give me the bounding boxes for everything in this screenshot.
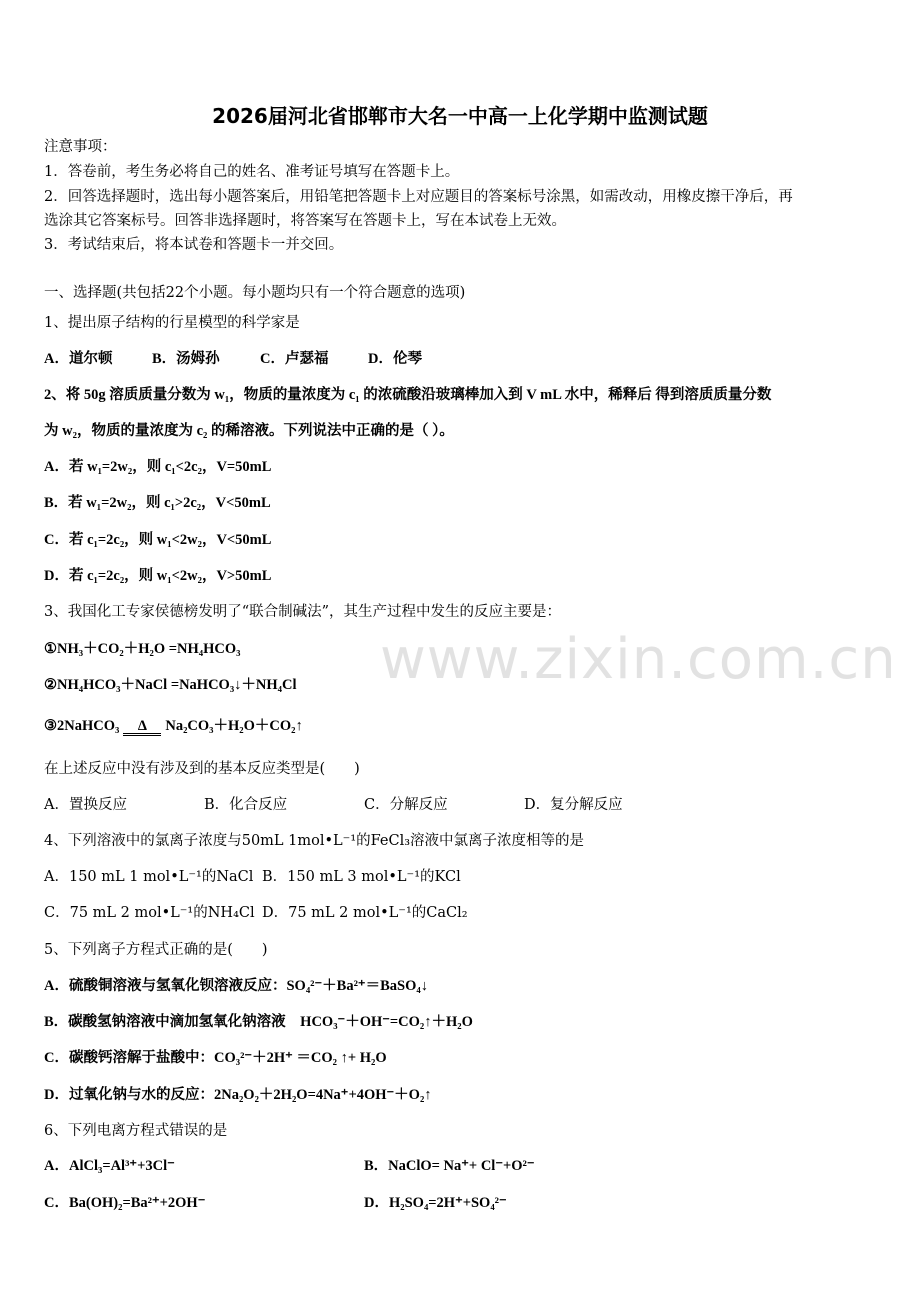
option: A．AlCl₃=Al³⁺+3Cl⁻ [44, 1158, 175, 1174]
option: B．若 w₁=2w₂，则 c₁>2c₂，V<50mL [44, 495, 271, 511]
option: A．150 mL 1 mol•L⁻¹的NaCl [44, 869, 254, 885]
option: D．H₂SO₄=2H⁺+SO₄²⁻ [364, 1195, 507, 1211]
q1-stem: 1、提出原子结构的行星模型的科学家是 [44, 315, 300, 331]
section-heading: 一、选择题(共包括22个小题。每小题均只有一个符合题意的选项) [44, 285, 466, 301]
option: C．若 c₁=2c₂，则 w₁<2w₂，V<50mL [44, 532, 272, 548]
option: C．分解反应 [364, 797, 448, 813]
option: C．Ba(OH)₂=Ba²⁺+2OH⁻ [44, 1195, 206, 1211]
option: A．硫酸铜溶液与氢氧化钡溶液反应：SO₄²⁻＋Ba²⁺＝BaSO₄↓ [44, 978, 428, 994]
q2-stem: 2、将 50g 溶质质量分数为 w₁，物质的量浓度为 c₁ 的浓硫酸沿玻璃棒加入到 V mL 水中，稀释后 得到溶质质量分数 [44, 387, 772, 403]
option: D．若 c₁=2c₂，则 w₁<2w₂，V>50mL [44, 568, 272, 584]
eq3-reactant: ③2NaHCO₃ [44, 718, 120, 734]
q6-options [44, 1193, 507, 1213]
option: B．碳酸氢钠溶液中滴加氢氧化钠溶液 HCO₃⁻＋OH⁻=CO₂↑＋H₂O [44, 1014, 473, 1030]
option: C．碳酸钙溶解于盐酸中：CO₃²⁻＋2H⁺ ＝CO₂ ↑+ H₂O [44, 1050, 387, 1066]
q4-options [44, 867, 461, 887]
page-title: 2026届河北省邯郸市大名一中高一上化学期中监测试题 [212, 104, 708, 128]
option: B．汤姆孙 [152, 351, 220, 367]
notice-heading: 注意事项： [44, 139, 117, 155]
notice-item: 选涂其它答案标号。回答非选择题时，将答案写在答题卡上，写在本试卷上无效。 [44, 213, 566, 229]
q3-options [44, 795, 623, 815]
notice-item: 1．答卷前，考生务必将自己的姓名、准考证号填写在答题卡上。 [44, 164, 460, 180]
q4-options [44, 903, 468, 923]
option: C．75 mL 2 mol•L⁻¹的NH₄Cl [44, 905, 255, 921]
option: D．过氧化钠与水的反应：2Na₂O₂＋2H₂O=4Na⁺+4OH⁻＋O₂↑ [44, 1087, 432, 1103]
q3-stem: 3、我国化工专家侯德榜发明了“联合制碱法”，其生产过程中发生的反应主要是： [44, 604, 562, 620]
q3-question: 在上述反应中没有涉及到的基本反应类型是( ) [44, 761, 360, 777]
q1-options [44, 349, 422, 369]
option: D．伦琴 [368, 351, 422, 367]
option: B．150 mL 3 mol•L⁻¹的KCl [262, 869, 461, 885]
equation-1: ①NH₃＋CO₂＋H₂O =NH₄HCO₃ [44, 641, 241, 657]
option: D．75 mL 2 mol•L⁻¹的CaCl₂ [262, 905, 468, 921]
option: A．若 w₁=2w₂，则 c₁<2c₂，V=50mL [44, 459, 272, 475]
q2-stem: 为 w₂，物质的量浓度为 c₂ 的稀溶液。下列说法中正确的是（ ）。 [44, 423, 454, 439]
eq3-product: Na₂CO₃＋H₂O＋CO₂↑ [165, 718, 303, 734]
equation-2: ②NH₄HCO₃＋NaCl =NaHCO₃↓＋NH₄Cl [44, 677, 297, 693]
option: A．置换反应 [44, 797, 127, 813]
option: C．卢瑟福 [260, 351, 329, 367]
watermark: www.zixin.com.cn [380, 627, 897, 692]
notice-item: 2．回答选择题时，选出每小题答案后，用铅笔把答题卡上对应题目的答案标号涂黑，如需改动，用橡皮擦干净后，再 [44, 189, 793, 205]
q6-options [44, 1156, 535, 1176]
heat-condition: Δ [123, 719, 161, 736]
q6-stem: 6、下列电离方程式错误的是 [44, 1123, 228, 1139]
option: B．化合反应 [204, 797, 288, 813]
q4-stem: 4、下列溶液中的氯离子浓度与50mL 1mol•L⁻¹的FeCl₃溶液中氯离子浓度相等的是 [44, 833, 585, 849]
q5-stem: 5、下列离子方程式正确的是( ) [44, 942, 268, 958]
equation-3 [44, 716, 303, 736]
option: B．NaClO= Na⁺+ Cl⁻+O²⁻ [364, 1158, 535, 1174]
option: D．复分解反应 [524, 797, 623, 813]
option: A．道尔顿 [44, 351, 113, 367]
notice-item: 3．考试结束后，将本试卷和答题卡一并交回。 [44, 237, 344, 253]
